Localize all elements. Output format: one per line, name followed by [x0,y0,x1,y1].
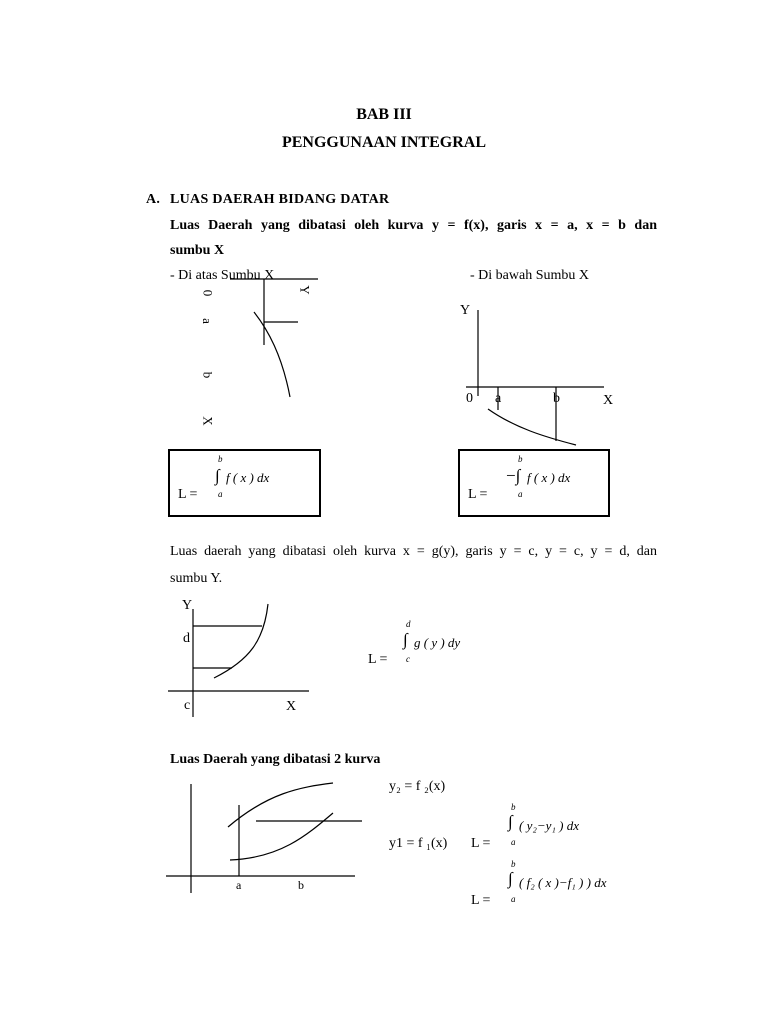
part3-formula1-upper: b [511,802,516,812]
right-graph-label-a: a [495,391,502,406]
part2-label-c: c [184,698,191,713]
left-graph-label-b: b [200,371,216,379]
left-graph-label-zero: 0 [200,289,216,297]
right-formula-lower: a [518,489,523,499]
right-graph-label-zero: 0 [466,391,473,406]
part3-formula2-integrand: ( f₂ ( x )−f₁ ) ) dx [519,875,607,890]
part3-formula2-lhs: L = [471,893,491,908]
part1-intro-line2: sumbu X [170,243,225,258]
part2-intro-line2: sumbu Y. [170,571,223,586]
part3-y1-label: y1 = f ₁(x) [389,836,448,851]
right-graph-label-y: Y [460,303,471,318]
left-graph-caption: - Di atas Sumbu X [170,268,275,283]
right-graph-label-x: X [603,393,614,408]
part3-formula2-lower: a [511,894,516,904]
part2-formula-lhs: L = [368,652,388,667]
part1-intro-line1: Luas Daerah yang dibatasi oleh kurva y = f(x), garis x = a, x = b dan [170,218,657,233]
right-formula-lhs: L = [468,487,488,502]
part3-heading: Luas Daerah yang dibatasi 2 kurva [170,752,381,767]
left-formula-upper: b [218,454,223,464]
part3-label-b: b [298,878,304,892]
part3-label-a: a [236,878,242,892]
part3-formula1-lhs: L = [471,836,491,851]
right-formula-integral: −∫ [506,466,521,485]
chapter-title: PENGGUNAAN INTEGRAL [281,134,486,151]
part2-formula-upper: d [406,619,411,629]
part2-label-x: X [286,699,297,714]
part3-curve-y1 [230,813,333,860]
right-graph-label-b: b [553,391,560,406]
left-formula-integral: ∫ [215,466,220,485]
part2-formula-integral: ∫ [403,630,408,649]
part2-formula-integrand: g ( y ) dy [414,635,461,650]
left-graph-label-y: Y [297,285,313,295]
part3-formula2-upper: b [511,859,516,869]
left-graph-label-a: a [199,318,215,324]
chapter-number: BAB III [356,106,412,123]
part2-formula-lower: c [406,654,410,664]
right-formula-upper: b [518,454,523,464]
part3-formula1-lower: a [511,837,516,847]
left-formula-lhs: L = [178,487,198,502]
right-graph-caption: - Di bawah Sumbu X [470,268,589,283]
right-formula-integrand: f ( x ) dx [527,470,571,485]
section-heading: LUAS DAERAH BIDANG DATAR [170,192,390,207]
left-formula-integrand: f ( x ) dx [226,470,270,485]
left-graph-label-x: X [200,416,216,426]
part3-y2-label: y₂ = f ₂(x) [389,779,446,794]
part2-label-d: d [183,631,190,646]
part3-formula1-integral: ∫ [508,812,513,831]
part2-intro-line1: Luas daerah yang dibatasi oleh kurva x = g(y), garis y = c, y = c, y = d, dan [170,544,657,559]
section-marker: A. [146,192,161,207]
left-formula-lower: a [218,489,223,499]
part2-label-y: Y [182,598,193,613]
part3-formula2-integral: ∫ [508,869,513,888]
part3-formula1-integrand: ( y₂−y₁ ) dx [519,818,580,833]
